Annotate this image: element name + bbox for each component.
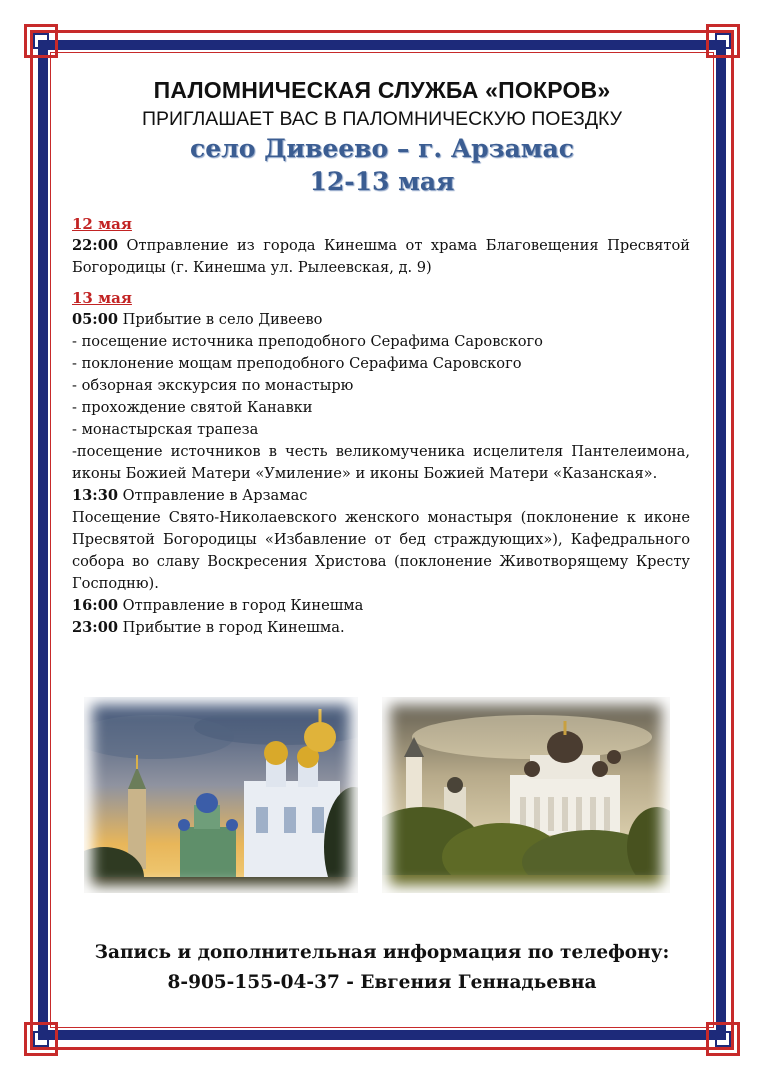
schedule-entry	[72, 617, 690, 639]
list-item: - поклонение мощам преподобного Серафима Саровского	[72, 355, 522, 372]
entry-text: Прибытие в город Кинешма.	[118, 619, 345, 636]
route-title: село Дивеево – г. Арзамас	[190, 134, 574, 163]
day-label-2: 13 мая	[72, 289, 132, 307]
service-title: ПАЛОМНИЧЕСКАЯ СЛУЖБА «ПОКРОВ»	[153, 77, 611, 103]
list-item: - прохождение святой Канавки	[72, 399, 313, 416]
header	[60, 76, 704, 198]
list-item: - обзорная экскурсия по монастырю	[72, 377, 354, 394]
list-item: -посещение источников в честь великомученика исцелителя Пантелеимона, иконы Божией Матери «Умиление» и иконы Божией Матери «Казанская».	[72, 443, 690, 482]
schedule-entry	[72, 235, 690, 279]
entry-time: 22:00	[72, 237, 119, 254]
schedule-entry	[72, 485, 690, 507]
arzamas-visit-description: Посещение Свято-Николаевского женского монастыря (поклонение к иконе Пресвятой Богородицы «Избавление от бед страждующих»), Кафедрального собора во славу Воскресения Христова (поклонение Животворящему Кресту Господню).	[72, 509, 690, 592]
entry-text: Отправление в город Кинешма	[118, 597, 364, 614]
entry-time: 16:00	[72, 597, 119, 614]
corner-ornament-top-right	[706, 24, 740, 58]
entry-text: Отправление в Арзамас	[118, 487, 308, 504]
list-item: - посещение источника преподобного Серафима Саровского	[72, 333, 543, 350]
photo-diveevo-monastery	[84, 697, 358, 893]
entry-time: 23:00	[72, 619, 119, 636]
arzamas-illustration	[382, 697, 670, 893]
diveevo-illustration	[84, 697, 358, 893]
photo-arzamas-cathedral	[382, 697, 670, 893]
corner-ornament-bottom-right	[706, 1022, 740, 1056]
entry-text: Прибытие в село Дивеево	[118, 311, 323, 328]
day-label-1: 12 мая	[72, 215, 132, 233]
contact-footer	[60, 938, 704, 998]
schedule-entry	[72, 309, 690, 331]
contact-info-line: Запись и дополнительная информация по телефону:	[94, 942, 670, 963]
corner-ornament-bottom-left	[24, 1022, 58, 1056]
entry-time: 13:30	[72, 487, 119, 504]
invitation-line: ПРИГЛАШАЕТ ВАС В ПАЛОМНИЧЕСКУЮ ПОЕЗДКУ	[141, 108, 623, 130]
contact-phone-line: 8-905-155-04-37 - Евгения Геннадьевна	[167, 972, 597, 993]
schedule-entry	[72, 595, 690, 617]
dates-title: 12-13 мая	[309, 167, 455, 196]
entry-time: 05:00	[72, 311, 119, 328]
list-item: - монастырская трапеза	[72, 421, 259, 438]
trip-program	[72, 213, 690, 639]
entry-text: Отправление из города Кинешма от храма Благовещения Пресвятой Богородицы (г. Кинешма ул. Рылеевская, д. 9)	[72, 237, 690, 276]
corner-ornament-top-left	[24, 24, 58, 58]
